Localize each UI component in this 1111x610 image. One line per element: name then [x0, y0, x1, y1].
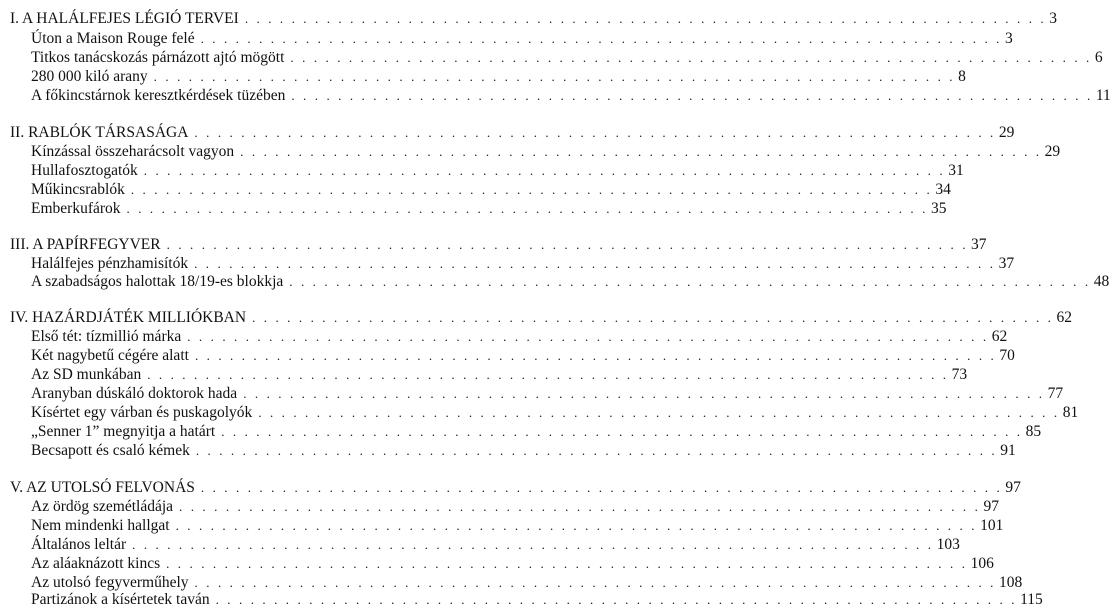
toc-entry	[0, 442, 1016, 460]
entry-page: 103	[936, 536, 960, 553]
toc-entry	[0, 536, 960, 554]
dot-leader: . . . . . . . . . . . . . . . . . . . . . . . . . . . . . . . . . . . . . . . . . . . . . . . . . . . . . . . . . . . . . . . . . . . . .	[194, 256, 996, 271]
entry-page: 62	[991, 328, 1008, 345]
entry-title: Műkincsrablók	[31, 181, 125, 198]
chapter-page: 97	[1005, 479, 1021, 496]
dot-leader: . . . . . . . . . . . . . . . . . . . . . . . . . . . . . . . . . . . . . . . . . . . . . . . . . . . . . . . . . . . . . . . . . . . . .	[240, 144, 1042, 159]
toc-entry	[0, 87, 1111, 105]
entry-title: Úton a Maison Rouge felé	[31, 30, 195, 47]
dot-leader: . . . . . . . . . . . . . . . . . . . . . . . . . . . . . . . . . . . . . . . . . . . . . . . . . . . . . . . . . . . . . . . . . . . . .	[147, 367, 949, 382]
toc-entry	[0, 273, 1110, 291]
chapter-title: I. A HALÁLFEJES LÉGIÓ TERVEI	[10, 10, 239, 27]
dot-leader: . . . . . . . . . . . . . . . . . . . . . . . . . . . . . . . . . . . . . . . . . . . . . . . . . . . . . . . . . . . . . . . . . . . . .	[194, 125, 996, 140]
dot-leader: . . . . . . . . . . . . . . . . . . . . . . . . . . . . . . . . . . . . . . . . . . . . . . . . . . . . . . . . . . . . . . . . . . . . .	[132, 537, 934, 552]
dot-leader: . . . . . . . . . . . . . . . . . . . . . . . . . . . . . . . . . . . . . . . . . . . . . . . . . . . . . . . . . . . . . . . . . . . . .	[166, 556, 968, 571]
toc-entry	[0, 574, 1023, 592]
entry-page: 101	[980, 517, 1004, 534]
entry-page: 6	[1094, 49, 1103, 66]
chapter-page: 29	[998, 124, 1015, 141]
entry-title: Emberkufárok	[31, 200, 121, 217]
chapter-heading	[0, 309, 1073, 327]
dot-leader: . . . . . . . . . . . . . . . . . . . . . . . . . . . . . . . . . . . . . . . . . . . . . . . . . . . . . . . . . . . . . . . . . . . . .	[221, 424, 1023, 439]
dot-leader: . . . . . . . . . . . . . . . . . . . . . . . . . . . . . . . . . . . . . . . . . . . . . . . . . . . . . . . . . . . . . . . . . . . . .	[289, 274, 1091, 289]
entry-title: Az aláaknázott kincs	[31, 555, 161, 572]
entry-page: 81	[1062, 404, 1079, 421]
toc-entry	[0, 30, 1013, 48]
entry-title: Általános leltár	[31, 536, 127, 553]
toc-entry	[0, 162, 964, 180]
entry-page: 85	[1025, 423, 1042, 440]
toc-entry	[0, 328, 1008, 346]
dot-leader: . . . . . . . . . . . . . . . . . . . . . . . . . . . . . . . . . . . . . . . . . . . . . . . . . . . . . . . . . . . . . . . . . . . . .	[252, 310, 1054, 325]
dot-leader: . . . . . . . . . . . . . . . . . . . . . . . . . . . . . . . . . . . . . . . . . . . . . . . . . . . . . . . . . . . . . . . . . . . . .	[200, 31, 1003, 46]
entry-title: Titkos tanácskozás párnázott ajtó mögött	[31, 49, 285, 66]
toc-entry	[0, 200, 947, 218]
entry-page: 34	[935, 181, 951, 198]
entry-title: Halálfejes pénzhamisítók	[31, 255, 189, 272]
entry-page: 3	[1005, 30, 1013, 47]
dot-leader: . . . . . . . . . . . . . . . . . . . . . . . . . . . . . . . . . . . . . . . . . . . . . . . . . . . . . . . . . . . . . . . . . . . . .	[200, 480, 1003, 495]
toc-entry	[0, 181, 951, 199]
entry-title: Két nagybetű cégére alatt	[31, 347, 189, 364]
entry-title: Aranyban dúskáló doktorok hada	[31, 385, 238, 402]
dot-leader: . . . . . . . . . . . . . . . . . . . . . . . . . . . . . . . . . . . . . . . . . . . . . . . . . . . . . . . . . . . . . . . . . . . . .	[243, 386, 1045, 401]
entry-title: Becsapott és csaló kémek	[31, 442, 190, 459]
dot-leader: . . . . . . . . . . . . . . . . . . . . . . . . . . . . . . . . . . . . . . . . . . . . . . . . . . . . . . . . . . . . . . . . . . . . .	[194, 575, 996, 590]
entry-page: 73	[951, 366, 968, 383]
toc-entry	[0, 591, 1043, 609]
entry-page: 11	[1095, 87, 1111, 104]
dot-leader: . . . . . . . . . . . . . . . . . . . . . . . . . . . . . . . . . . . . . . . . . . . . . . . . . . . . . . . . . . . . . . . . . . . . .	[126, 201, 928, 216]
entry-page: 37	[998, 255, 1015, 272]
chapter-title: V. AZ UTOLSÓ FELVONÁS	[10, 479, 195, 496]
toc-entry	[0, 49, 1103, 67]
chapter-page: 3	[1049, 10, 1058, 27]
entry-page: 115	[1020, 591, 1043, 608]
entry-title: A főkincstárnok keresztkérdések tüzében	[31, 87, 286, 104]
entry-page: 8	[958, 68, 966, 85]
dot-leader: . . . . . . . . . . . . . . . . . . . . . . . . . . . . . . . . . . . . . . . . . . . . . . . . . . . . . . . . . . . . . . . . . . . . .	[130, 182, 933, 197]
entry-page: 29	[1044, 143, 1061, 160]
entry-page: 91	[1000, 442, 1016, 459]
toc-entry	[0, 423, 1042, 441]
dot-leader: . . . . . . . . . . . . . . . . . . . . . . . . . . . . . . . . . . . . . . . . . . . . . . . . . . . . . . . . . . . . . . . . . . . . .	[187, 329, 989, 344]
entry-title: Hullafosztogatók	[31, 162, 138, 179]
entry-title: A szabadságos halottak 18/19-es blokkja	[31, 273, 284, 290]
toc-entry	[0, 498, 999, 516]
dot-leader: . . . . . . . . . . . . . . . . . . . . . . . . . . . . . . . . . . . . . . . . . . . . . . . . . . . . . . . . . . . . . . . . . . . . .	[291, 88, 1093, 103]
entry-title: „Senner 1” megnyitja a határt	[31, 423, 216, 440]
chapter-page: 37	[971, 236, 987, 253]
entry-title: Az SD munkában	[31, 366, 142, 383]
chapter-heading	[0, 10, 1058, 28]
dot-leader: . . . . . . . . . . . . . . . . . . . . . . . . . . . . . . . . . . . . . . . . . . . . . . . . . . . . . . . . . . . . . . . . . . . . .	[258, 405, 1060, 420]
toc-entry	[0, 255, 1015, 273]
entry-title: Nem mindenki hallgat	[31, 517, 170, 534]
entry-page: 77	[1047, 385, 1064, 402]
toc-entry	[0, 404, 1079, 422]
dot-leader: . . . . . . . . . . . . . . . . . . . . . . . . . . . . . . . . . . . . . . . . . . . . . . . . . . . . . . . . . . . . . . . . . . . . .	[244, 11, 1047, 26]
dot-leader: . . . . . . . . . . . . . . . . . . . . . . . . . . . . . . . . . . . . . . . . . . . . . . . . . . . . . . . . . . . . . . . . . . . . .	[143, 163, 946, 178]
chapter-heading	[0, 124, 1015, 142]
toc-entry	[0, 68, 966, 86]
entry-page: 108	[999, 574, 1023, 591]
toc-entry	[0, 385, 1064, 403]
dot-leader: . . . . . . . . . . . . . . . . . . . . . . . . . . . . . . . . . . . . . . . . . . . . . . . . . . . . . . . . . . . . . . . . . . . . .	[290, 50, 1092, 65]
entry-title: Az utolsó fegyverműhely	[31, 574, 189, 591]
entry-page: 35	[930, 200, 947, 217]
dot-leader: . . . . . . . . . . . . . . . . . . . . . . . . . . . . . . . . . . . . . . . . . . . . . . . . . . . . . . . . . . . . . . . . . . . . .	[195, 443, 998, 458]
entry-page: 31	[948, 162, 964, 179]
dot-leader: . . . . . . . . . . . . . . . . . . . . . . . . . . . . . . . . . . . . . . . . . . . . . . . . . . . . . . . . . . . . . . . . . . . . .	[153, 69, 956, 84]
entry-title: Partizánok a kísértetek taván	[31, 591, 210, 608]
toc-entry	[0, 366, 968, 384]
toc-entry	[0, 347, 1015, 365]
entry-page: 70	[999, 347, 1015, 364]
chapter-page: 62	[1056, 309, 1073, 326]
toc-entry	[0, 143, 1061, 161]
chapter-heading	[0, 479, 1021, 497]
entry-page: 48	[1093, 273, 1110, 290]
chapter-title: III. A PAPÍRFEGYVER	[10, 236, 161, 253]
dot-leader: . . . . . . . . . . . . . . . . . . . . . . . . . . . . . . . . . . . . . . . . . . . . . . . . . . . . . . . . . . . . . . . . . . . . .	[166, 237, 969, 252]
entry-page: 97	[983, 498, 999, 515]
toc-entry	[0, 517, 1004, 535]
dot-leader: . . . . . . . . . . . . . . . . . . . . . . . . . . . . . . . . . . . . . . . . . . . . . . . . . . . . . . . . . . . . . . . . . . . . .	[175, 518, 978, 533]
entry-title: Első tét: tízmillió márka	[31, 328, 182, 345]
entry-title: Kísértet egy várban és puskagolyók	[31, 404, 253, 421]
dot-leader: . . . . . . . . . . . . . . . . . . . . . . . . . . . . . . . . . . . . . . . . . . . . . . . . . . . . . . . . . . . . . . . . . . . . .	[215, 592, 1018, 607]
chapter-title: II. RABLÓK TÁRSASÁGA	[10, 124, 189, 141]
chapter-title: IV. HAZÁRDJÁTÉK MILLIÓKBAN	[10, 309, 247, 326]
entry-title: Az ördög szemétládája	[31, 498, 174, 515]
toc-entry	[0, 555, 994, 573]
entry-title: 280 000 kiló arany	[31, 68, 148, 85]
entry-page: 106	[970, 555, 994, 572]
chapter-heading	[0, 236, 987, 254]
entry-title: Kínzással összeharácsolt vagyon	[31, 143, 235, 160]
dot-leader: . . . . . . . . . . . . . . . . . . . . . . . . . . . . . . . . . . . . . . . . . . . . . . . . . . . . . . . . . . . . . . . . . . . . .	[194, 348, 997, 363]
dot-leader: . . . . . . . . . . . . . . . . . . . . . . . . . . . . . . . . . . . . . . . . . . . . . . . . . . . . . . . . . . . . . . . . . . . . .	[179, 499, 981, 514]
